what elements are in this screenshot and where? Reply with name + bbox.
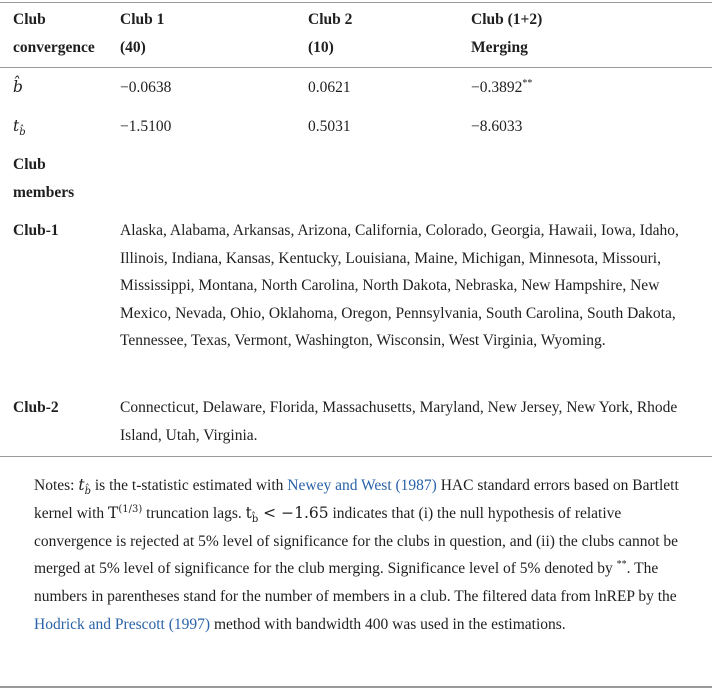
T-symbol [108, 504, 142, 522]
t-inequality [245, 503, 329, 525]
header-col-club-convergence [13, 6, 95, 61]
cell-t-club2: 0.5031 [308, 118, 351, 135]
header-col-merging [471, 6, 542, 61]
header-rule [0, 67, 712, 68]
header-text: Club 1 [120, 11, 165, 28]
cell-bhat-club2: 0.0621 [308, 79, 351, 96]
notes-text: is the t-statistic estimated with [90, 477, 288, 494]
club2-members: Connecticut, Delaware, Florida, Massachusetts, Maryland, New Jersey, New York, Rhode Island, Utah, Virginia. [120, 399, 678, 444]
notes-bottom-rule [0, 686, 712, 688]
significance-stars: ** [522, 77, 533, 89]
cell-bhat-club1: −0.0638 [120, 79, 172, 96]
t-symbol [78, 476, 91, 498]
table-notes [34, 472, 699, 639]
row-label-bhat: b̂ [13, 78, 23, 96]
header-text: Club (1+2) [471, 11, 543, 28]
t-subscript: b̂ [251, 513, 259, 525]
notes-text: HAC standard errors based on Bartlett kernel with [34, 477, 679, 522]
reference-link-newey-west[interactable]: Newey and West (1987) [287, 477, 437, 494]
cell-bhat-merge [471, 74, 532, 102]
header-col-club2 [308, 6, 352, 61]
header-text: Club [13, 11, 46, 28]
table-bottom-rule [0, 456, 712, 457]
notes-text: Notes: [34, 477, 79, 494]
header-text: (10) [308, 38, 334, 56]
header-text: Merging [471, 38, 528, 56]
notes-text: method with bandwidth 400 was used in the estimations. [210, 615, 566, 633]
T-letter: T [108, 503, 119, 522]
t-subscript: b̂ [84, 486, 91, 498]
heading-text: members [13, 183, 75, 201]
notes-text: . The numbers in parentheses stand for the number of members in a club. The filtered data from lnREP by the [34, 560, 677, 606]
header-col-club1 [120, 6, 164, 61]
t-letter: t [245, 503, 252, 522]
cell-value: −0.3892 [471, 79, 523, 96]
notes-text: indicates that (i) the null hypothesis of relative convergence is rejected at 5% level of significance for the clubs in question, and (ii) the clubs cannot be merged at 5% level of significance for the club merging. Significance level of 5% denoted by [34, 504, 679, 578]
heading-text: Club [13, 156, 46, 173]
cell-t-merge: −8.6033 [471, 118, 523, 135]
header-text: convergence [13, 38, 95, 56]
T-superscript: (1/3) [118, 503, 143, 515]
reference-link-hodrick-prescott[interactable]: Hodrick and Prescott (1997) [34, 615, 211, 633]
t-letter: t [78, 476, 85, 494]
header-text: Club 2 [308, 11, 353, 28]
club1-label: Club-1 [13, 222, 59, 239]
header-text: (40) [120, 38, 146, 56]
club-members-heading [13, 151, 74, 206]
t-subscript: b̂ [19, 127, 26, 139]
club1-members: Alaska, Alabama, Arkansas, Arizona, California, Colorado, Georgia, Hawaii, Iowa, Idaho, Illinois, Indiana, Kansas, Kentucky, Louisiana, Maine, Michigan, Minnesota, Missouri, Mississippi, Montana, North Carolina, North Dakota, Nebraska, New Hampshire, New Mexico, Nevada, Ohio, Oklahoma, Oregon, Pennsylvania, South Carolina, South Dakota, Tennessee, Texas, Vermont, Washington, Wisconsin, West Virginia, Wyoming. [120, 222, 679, 350]
table-top-rule [0, 2, 712, 3]
significance-stars: ** [616, 559, 627, 571]
row-label-t [13, 113, 26, 141]
notes-text: truncation lags. [142, 504, 246, 522]
inequality: < −1.65 [258, 503, 329, 522]
cell-t-club1: −1.5100 [120, 118, 172, 135]
t-symbol: t [13, 117, 20, 135]
club2-label: Club-2 [13, 399, 59, 416]
